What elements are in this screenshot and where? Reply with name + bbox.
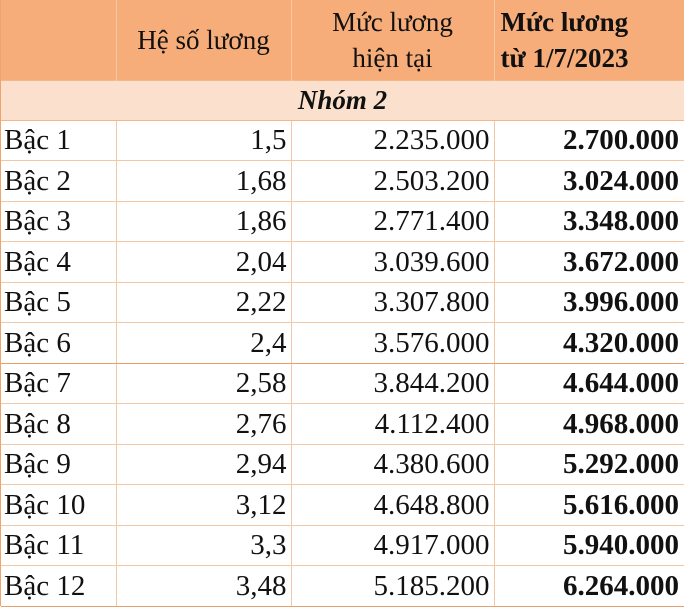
table-body xyxy=(1,120,684,606)
new-salary-cell: 5.292.000 xyxy=(494,444,684,485)
coefficient-cell: 3,3 xyxy=(116,525,291,566)
new-salary-cell: 4.968.000 xyxy=(494,404,684,445)
grade-cell: Bậc 9 xyxy=(1,444,116,485)
current-salary-cell: 4.112.400 xyxy=(291,404,494,445)
current-salary-cell: 2.503.200 xyxy=(291,161,494,202)
new-salary-cell: 3.996.000 xyxy=(494,282,684,323)
grade-cell: Bậc 11 xyxy=(1,525,116,566)
coefficient-cell: 2,94 xyxy=(116,444,291,485)
current-salary-cell: 3.039.600 xyxy=(291,242,494,283)
current-salary-cell: 5.185.200 xyxy=(291,566,494,607)
coefficient-cell: 3,48 xyxy=(116,566,291,607)
header-current-line1: Mức lương xyxy=(292,4,494,40)
coefficient-cell: 2,4 xyxy=(116,323,291,364)
grade-cell: Bậc 8 xyxy=(1,404,116,445)
current-salary-cell: 4.648.800 xyxy=(291,485,494,526)
new-salary-cell: 3.348.000 xyxy=(494,201,684,242)
table-row xyxy=(1,404,684,445)
table-row xyxy=(1,242,684,283)
new-salary-cell: 3.024.000 xyxy=(494,161,684,202)
table-row xyxy=(1,525,684,566)
header-current-line2: hiện tại xyxy=(292,40,494,76)
grade-cell: Bậc 4 xyxy=(1,242,116,283)
coefficient-cell: 1,68 xyxy=(116,161,291,202)
table-row xyxy=(1,363,684,404)
current-salary-cell: 2.235.000 xyxy=(291,120,494,161)
table-row xyxy=(1,566,684,607)
new-salary-cell: 6.264.000 xyxy=(494,566,684,607)
new-salary-cell: 3.672.000 xyxy=(494,242,684,283)
coefficient-cell: 1,86 xyxy=(116,201,291,242)
coefficient-cell: 1,5 xyxy=(116,120,291,161)
current-salary-cell: 3.307.800 xyxy=(291,282,494,323)
table-row xyxy=(1,120,684,161)
header-coefficient: Hệ số lương xyxy=(116,0,291,80)
coefficient-cell: 3,12 xyxy=(116,485,291,526)
coefficient-cell: 2,22 xyxy=(116,282,291,323)
table-row xyxy=(1,161,684,202)
header-new-line1: Mức lương xyxy=(501,4,684,40)
grade-cell: Bậc 7 xyxy=(1,363,116,404)
coefficient-cell: 2,58 xyxy=(116,363,291,404)
table-row xyxy=(1,485,684,526)
header-new-salary xyxy=(494,0,684,80)
current-salary-cell: 4.917.000 xyxy=(291,525,494,566)
new-salary-cell: 4.644.000 xyxy=(494,363,684,404)
header-row xyxy=(1,0,684,80)
new-salary-cell: 4.320.000 xyxy=(494,323,684,364)
header-grade xyxy=(1,0,116,80)
grade-cell: Bậc 5 xyxy=(1,282,116,323)
table-row xyxy=(1,201,684,242)
coefficient-cell: 2,76 xyxy=(116,404,291,445)
table-row xyxy=(1,282,684,323)
coefficient-cell: 2,04 xyxy=(116,242,291,283)
group-row xyxy=(1,80,684,120)
grade-cell: Bậc 6 xyxy=(1,323,116,364)
current-salary-cell: 4.380.600 xyxy=(291,444,494,485)
current-salary-cell: 3.576.000 xyxy=(291,323,494,364)
header-current-salary xyxy=(291,0,494,80)
current-salary-cell: 3.844.200 xyxy=(291,363,494,404)
new-salary-cell: 5.616.000 xyxy=(494,485,684,526)
group-label: Nhóm 2 xyxy=(1,80,684,120)
new-salary-cell: 2.700.000 xyxy=(494,120,684,161)
grade-cell: Bậc 3 xyxy=(1,201,116,242)
current-salary-cell: 2.771.400 xyxy=(291,201,494,242)
grade-cell: Bậc 10 xyxy=(1,485,116,526)
table-row xyxy=(1,444,684,485)
salary-table xyxy=(1,0,684,607)
grade-cell: Bậc 12 xyxy=(1,566,116,607)
grade-cell: Bậc 2 xyxy=(1,161,116,202)
new-salary-cell: 5.940.000 xyxy=(494,525,684,566)
table-row xyxy=(1,323,684,364)
header-new-line2: từ 1/7/2023 xyxy=(501,40,684,76)
grade-cell: Bậc 1 xyxy=(1,120,116,161)
